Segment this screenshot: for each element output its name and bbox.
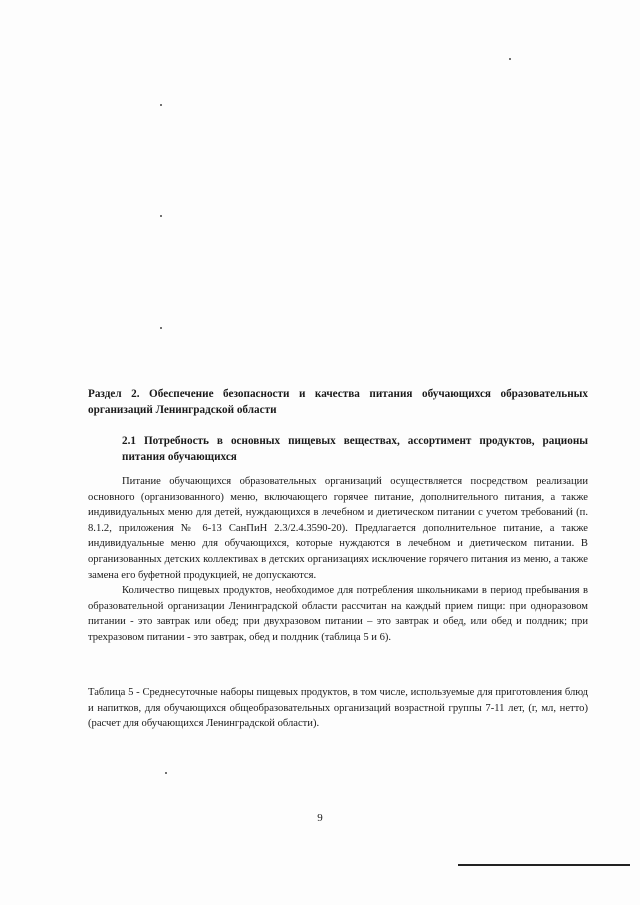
scan-speck [160, 104, 162, 106]
bottom-rule [458, 864, 630, 866]
subsection-heading: 2.1 Потребность в основных пищевых веществах, ассортимент продуктов, рационы питания обучающихся [122, 435, 588, 463]
page-number: 9 [317, 812, 323, 824]
paragraph-nutrition-organization: Питание обучающихся образовательных организаций осуществляется посредством реализации основного (организованного) меню, включающего горячее питание, дополнительного питания, а также индивидуальных меню для детей, нуждающихся в лечебном и диетическом питании с учетом требований (п. 8.1.2, приложения № 6-13 СанПиН 2.3/2.4.3590-20). Предлагается дополнительное питание, а также индивидуальные меню для обучающихся, которые нуждаются в лечебном и диетическом питании. В организованных детских коллективах в детских организациях исключение горячего питания из меню, а также замена его буфетной продукцией, не допускаются. [88, 476, 588, 581]
scan-speck [509, 58, 511, 60]
table-caption: Таблица 5 - Среднесуточные наборы пищевых продуктов, в том числе, используемые для приготовления блюд и напитков, для обучающихся общеобразовательных организаций возрастной группы 7-11 лет, (г, мл, нетто) (расчет для обучающихся Ленинградской области). [88, 687, 588, 730]
scan-speck [160, 327, 162, 329]
paragraph-food-quantity: Количество пищевых продуктов, необходимое для потребления школьниками в период пребывания в образовательной организации Ленинградской области рассчитан на каждый прием пищи: при одноразовом питании - это завтрак или обед; при двухразовом питании – это завтрак и обед, или обед и полдник; при трехразовом питании - это завтрак, обед и полдник (таблица 5 и 6). [88, 585, 588, 643]
scan-speck [160, 215, 162, 217]
scan-speck [165, 772, 167, 774]
section-heading: Раздел 2. Обеспечение безопасности и качества питания обучающихся образовательных организаций Ленинградской области [88, 388, 588, 416]
